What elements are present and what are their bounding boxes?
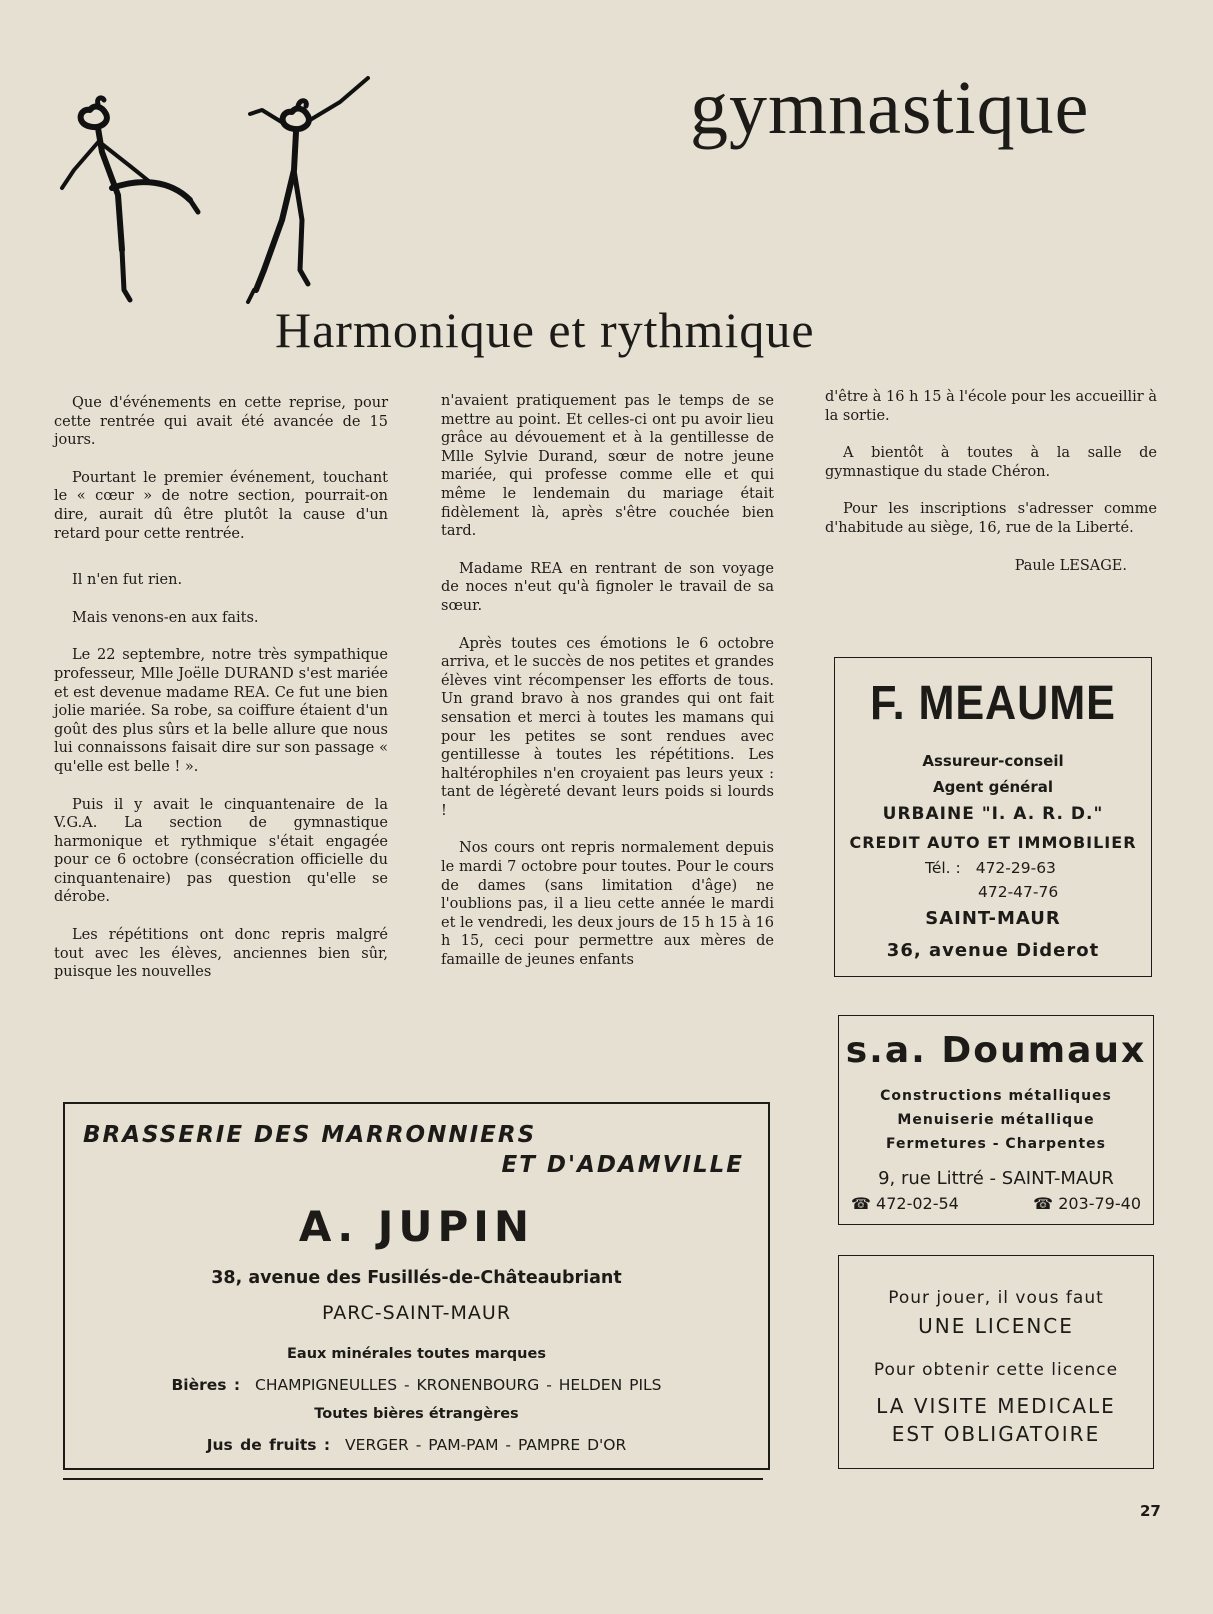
ad-meaume-address: 36, avenue Diderot <box>886 940 1100 961</box>
ad-brasserie-line-1: BRASSERIE DES MARRONNIERS <box>83 1122 537 1148</box>
ad-doumaux-line: Menuiserie métallique <box>897 1112 1095 1128</box>
ad-brasserie-beers <box>65 1376 768 1394</box>
ad-doumaux-address: 9, rue Littré - SAINT-MAUR <box>878 1168 1114 1189</box>
paragraph: Mais venons-en aux faits. <box>72 609 259 626</box>
licence-notice <box>838 1255 1154 1469</box>
article-title: Harmonique et rythmique <box>275 302 815 358</box>
article-column-1 <box>54 394 388 1001</box>
author-signature: Paule LESAGE. <box>1014 557 1127 574</box>
ad-meaume-phone <box>925 859 1056 877</box>
ad-brasserie-waters: Eaux minérales toutes marques <box>287 1346 546 1362</box>
ad-doumaux-name: s.a. Doumaux <box>845 1030 1147 1071</box>
licence-line: Pour jouer, il vous faut <box>888 1288 1104 1308</box>
paragraph: Après toutes ces émotions le 6 octobre arriva, et le succès de nos petites et grandes élèves vint récompenser les efforts de tous. Un grand bravo à nos grandes qui ont fait sensation et merci à toutes les mamans qui pour les petites se sont rendues avec gentillesse à toutes les répétitions. Les haltérophiles n'en croyaient pas leurs yeux : tant de légèreté devant leurs poids si lourds ! <box>441 635 774 819</box>
ad-meaume-name: F. MEAUME <box>870 677 1116 730</box>
ad-meaume-line: URBAINE "I. A. R. D." <box>882 804 1104 824</box>
ad-brasserie-juices-list: VERGER - PAM-PAM - PAMPRE D'OR <box>345 1436 627 1454</box>
ad-doumaux-phone-1-wrap <box>851 1194 959 1213</box>
ad-doumaux-phone-1: 472-02-54 <box>876 1194 959 1213</box>
telephone-icon: ☎ <box>1033 1194 1054 1213</box>
ad-brasserie-address: 38, avenue des Fusillés-de-Châteaubriant <box>211 1268 622 1288</box>
ad-doumaux-phone-2-wrap <box>1033 1194 1141 1213</box>
ad-brasserie-beers-list: CHAMPIGNEULLES - KRONENBOURG - HELDEN PILS <box>255 1376 662 1394</box>
licence-line: Pour obtenir cette licence <box>873 1360 1119 1380</box>
paragraph: Le 22 septembre, notre très sympathique professeur, Mlle Joëlle DURAND s'est mariée et est devenue madame REA. Ce fut une bien jolie mariée. Sa robe, sa coiffure étaient d'un goût des plus sûrs et la belle allure que nous lui connaissons faisait dire sur son passage « qu'elle est belle ! ». <box>54 647 388 775</box>
paragraph: Pour les inscriptions s'adresser comme d'habitude au siège, 16, rue de la Liberté. <box>825 501 1157 536</box>
paragraph: Il n'en fut rien. <box>72 572 183 589</box>
ad-meaume-line: CREDIT AUTO ET IMMOBILIER <box>849 833 1137 852</box>
paragraph: Que d'événements en cette reprise, pour cette rentrée qui avait été avancée de 15 jours. <box>54 395 388 449</box>
paragraph: Les répétitions ont donc repris malgré tout avec les élèves, anciennes bien sûr, puisque les nouvelles <box>54 927 388 981</box>
ad-meaume-line: Assureur-conseil <box>922 752 1064 770</box>
ad-brasserie <box>63 1102 770 1470</box>
ad-meaume-line: Agent général <box>932 778 1053 796</box>
ad-meaume-phone-label: Tél. : <box>925 859 961 877</box>
telephone-icon: ☎ <box>851 1194 871 1213</box>
paragraph: Nos cours ont repris normalement depuis le mardi 7 octobre pour toutes. Pour le cours de dames (sans limitation d'âge) ne l'oublions pas, il a lieu cette année le mardi et le vendredi, les deux jours de 15 h 15 à 16 h 15, ceci pour permettre aux mères de famaille de jeunes enfants <box>441 840 774 969</box>
paragraph: Puis il y avait le cinquantenaire de la V.G.A. La section de gymnastique harmonique et rythmique s'était engagée pour ce 6 octobre (consécration officielle du cinquantenaire) pas question qu'elle se dérobe. <box>54 796 388 906</box>
ad-doumaux-line: Constructions métalliques <box>880 1088 1112 1104</box>
paragraph: Pourtant le premier événement, touchant le « cœur » de notre section, pourrait-on dire, aurait dû être plutôt la cause d'un retard pour cette rentrée. <box>54 469 388 542</box>
ad-brasserie-line-2: ET D'ADAMVILLE <box>501 1152 744 1178</box>
licence-line: UNE LICENCE <box>918 1314 1074 1338</box>
licence-line: EST OBLIGATOIRE <box>891 1422 1101 1446</box>
ad-brasserie-juices <box>65 1436 768 1454</box>
ad-doumaux-phones <box>851 1194 1141 1213</box>
paragraph: A bientôt à toutes à la salle de gymnastique du stade Chéron. <box>825 445 1157 480</box>
ad-brasserie-foreign: Toutes bières étrangères <box>314 1406 519 1422</box>
gymnasts-illustration <box>50 70 390 320</box>
ad-doumaux-phone-2: 203-79-40 <box>1058 1194 1141 1213</box>
paragraph: d'être à 16 h 15 à l'école pour les accueillir à la sortie. <box>825 389 1157 424</box>
ad-meaume-phone-2: 472-47-76 <box>978 883 1059 901</box>
ad-meaume <box>834 657 1152 977</box>
ad-meaume-phone-1: 472-29-63 <box>975 859 1056 877</box>
ad-brasserie-city: PARC-SAINT-MAUR <box>321 1302 512 1324</box>
paragraph: n'avaient pratiquement pas le temps de se mettre au point. Et celles-ci ont pu avoir lieu grâce au dévouement et à la gentillesse de Mlle Sylvie Durand, sœur de notre jeune mariée, qui professe comme elle et qui même le lendemain du mariage était fidèlement là, après s'être couchée bien tard. <box>441 393 774 540</box>
ad-doumaux <box>838 1015 1154 1225</box>
ad-brasserie-juices-label: Jus de fruits : <box>206 1436 331 1454</box>
paragraph: Madame REA en rentrant de son voyage de noces n'eut qu'à fignoler le travail de sa sœur. <box>441 560 774 614</box>
page-number: 27 <box>1140 1502 1161 1520</box>
ad-meaume-city: SAINT-MAUR <box>925 908 1061 929</box>
box-shadow-line <box>63 1478 763 1480</box>
ad-doumaux-line: Fermetures - Charpentes <box>885 1136 1107 1152</box>
ad-brasserie-owner: A. JUPIN <box>298 1202 535 1251</box>
article-column-2 <box>441 392 774 989</box>
section-title: gymnastique <box>690 66 1090 150</box>
licence-line: LA VISITE MEDICALE <box>876 1394 1116 1418</box>
ad-brasserie-beers-label: Bières : <box>171 1376 241 1394</box>
article-column-3 <box>825 388 1157 594</box>
